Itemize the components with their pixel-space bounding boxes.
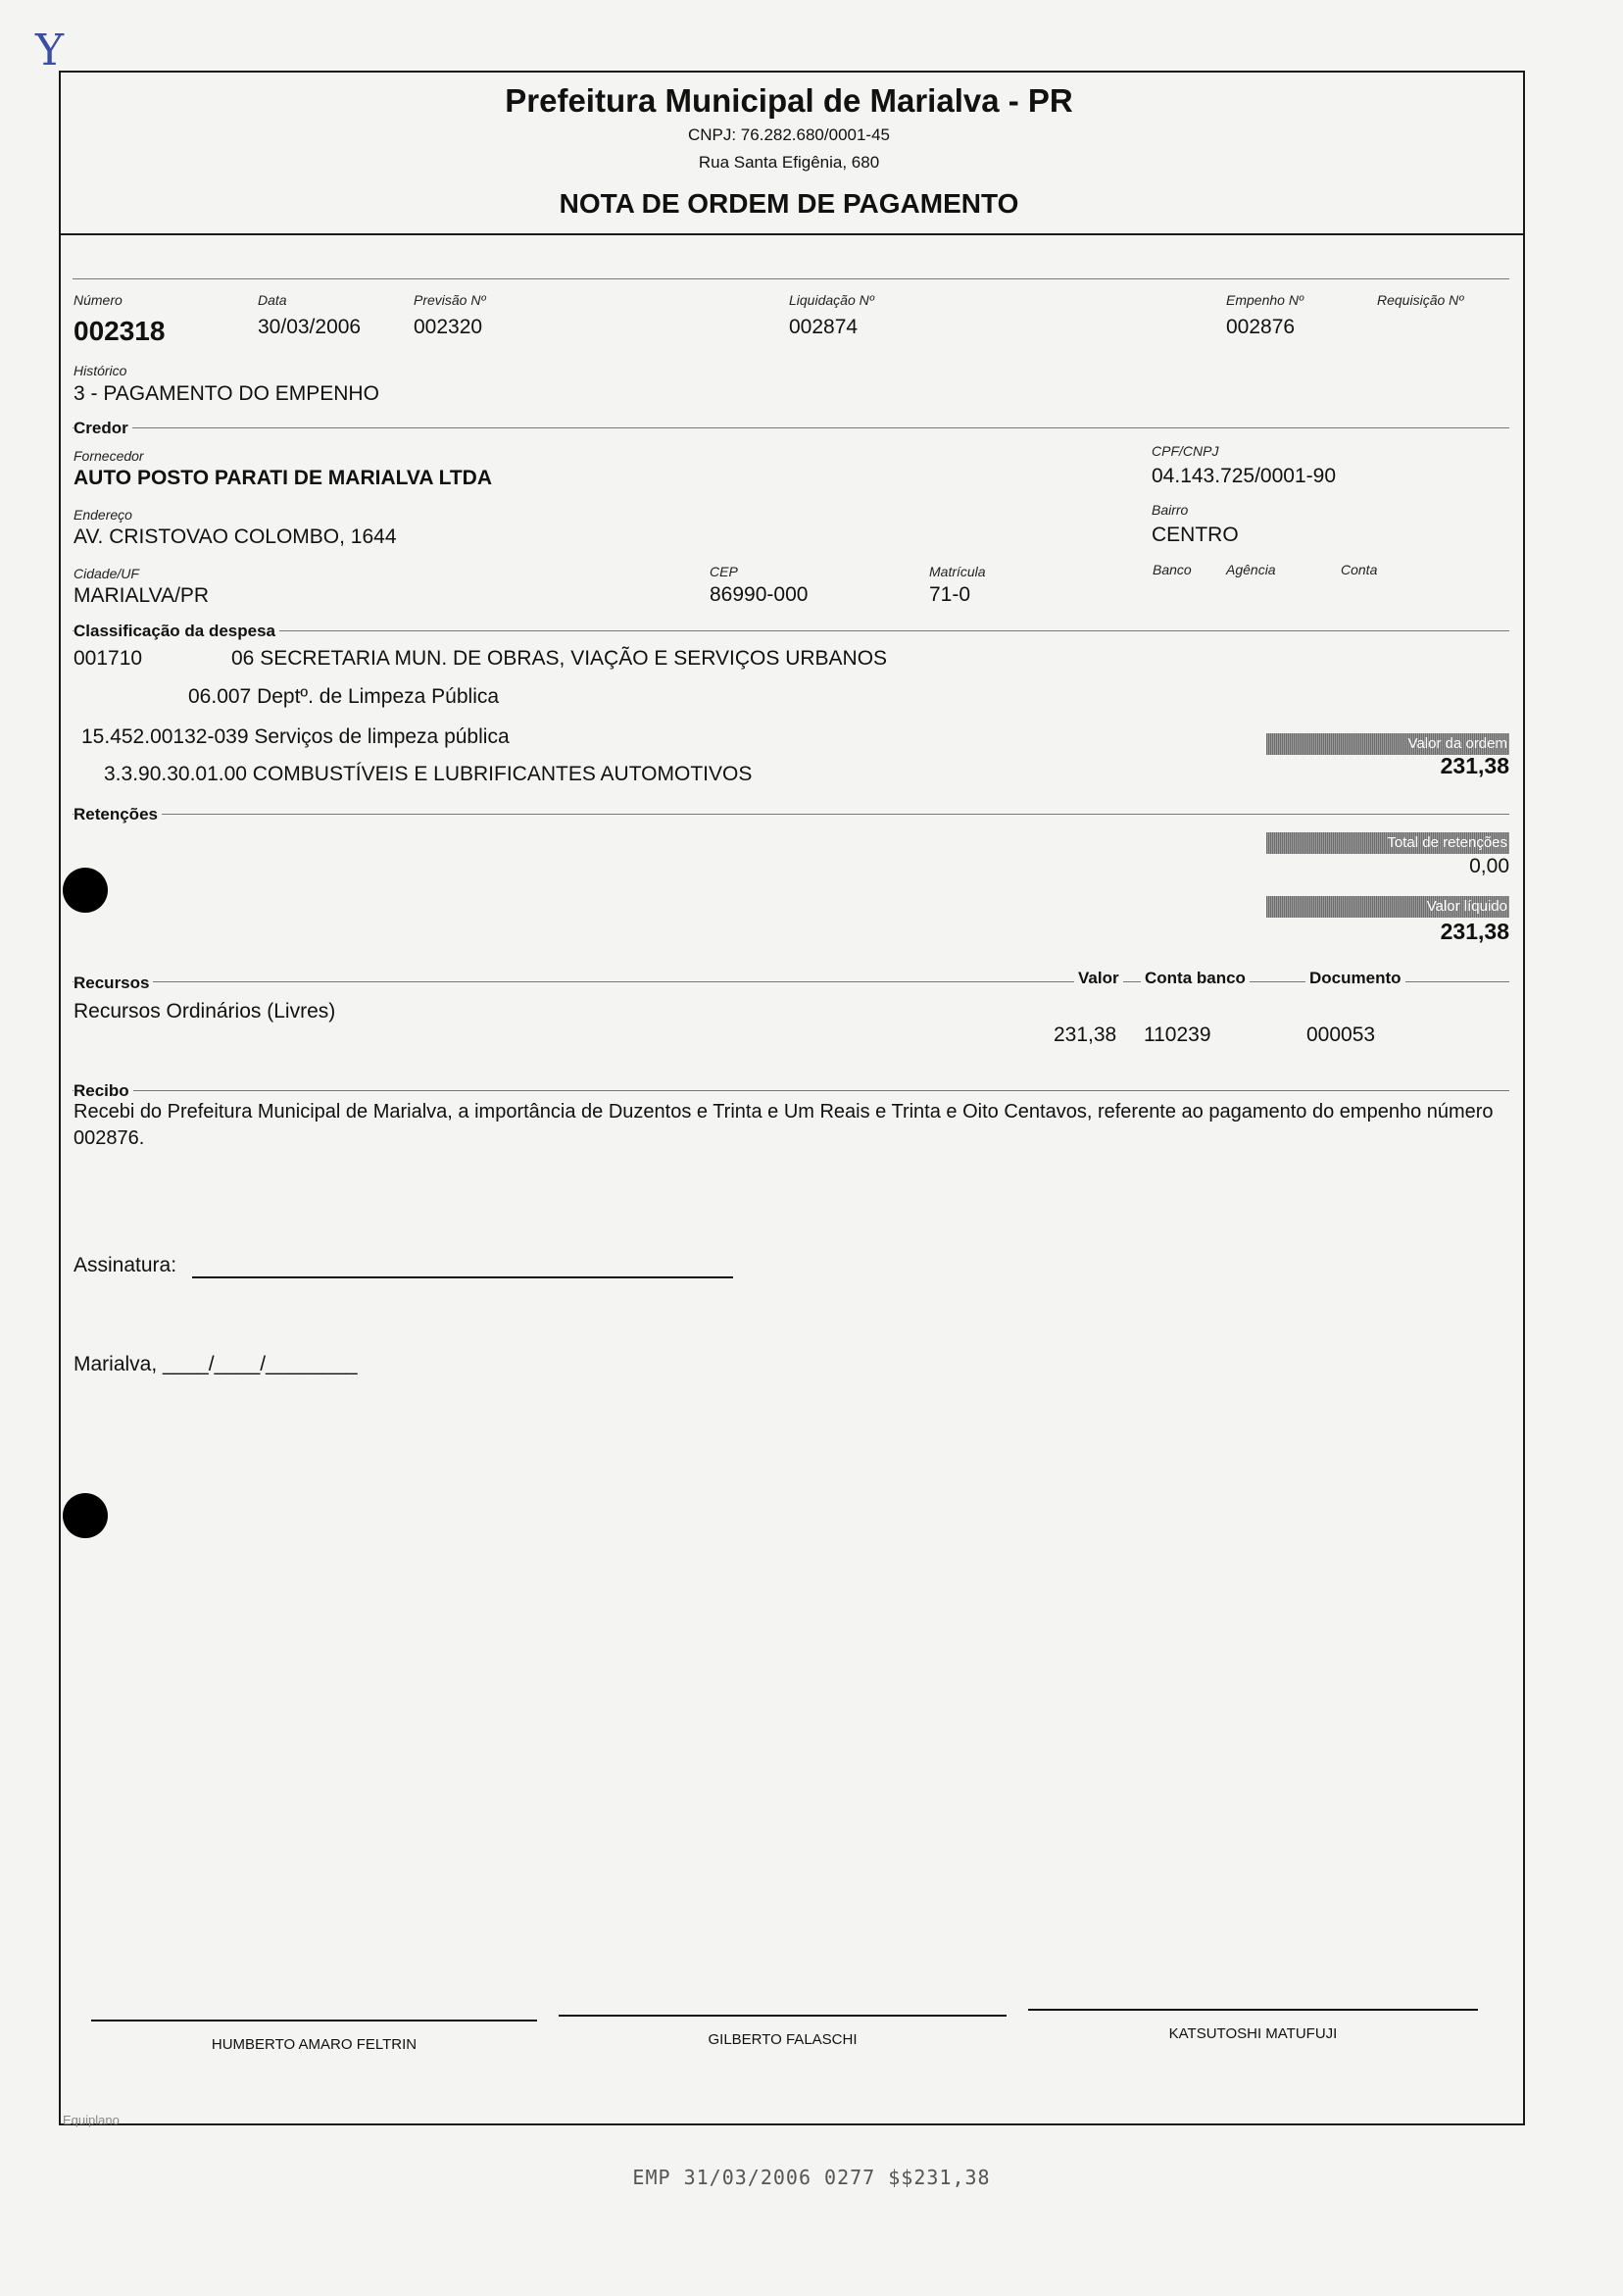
recursos-conta: 110239 <box>1144 1023 1211 1046</box>
punch-hole <box>63 1493 108 1538</box>
header-cnpj: CNPJ: 76.282.680/0001-45 <box>687 125 891 144</box>
recibo-section: Recibo <box>74 1081 133 1101</box>
recursos-descricao: Recursos Ordinários (Livres) <box>74 1000 336 1023</box>
signatory-name: HUMBERTO AMARO FELTRIN <box>211 2036 418 2053</box>
header-divider <box>59 233 1525 235</box>
valor-liquido-label: Valor líquido <box>1266 896 1509 918</box>
cidade-value: MARIALVA/PR <box>74 584 210 607</box>
classificacao-line4: 3.3.90.30.01.00 COMBUSTÍVEIS E LUBRIFICANTES AUTOMOTIVOS <box>104 763 753 785</box>
recursos-doc-header: Documento <box>1305 969 1405 988</box>
recursos-section: Recursos <box>74 973 153 993</box>
liquidacao-label: Liquidação Nº <box>789 292 874 308</box>
valor-ordem-value: 231,38 <box>1440 753 1509 778</box>
signatory-name: KATSUTOSHI MATUFUJI <box>1168 2025 1338 2042</box>
recibo-rule <box>73 1090 1509 1091</box>
classificacao-rule <box>73 630 1509 631</box>
classificacao-section: Classificação da despesa <box>74 622 279 641</box>
cidade-label: Cidade/UF <box>74 566 139 581</box>
document-frame <box>59 71 1525 2125</box>
matricula-value: 71-0 <box>929 583 971 606</box>
recibo-text: Recebi do Prefeitura Municipal de Marialva, a importância de Duzentos e Trinta e Um Reais e Trinta e Oito Centavos, referente ao pagamento do empenho número 002876. <box>74 1101 1494 1149</box>
classificacao-code: 001710 <box>74 647 143 670</box>
recursos-valor: 231,38 <box>1054 1023 1117 1046</box>
classificacao-line3: 15.452.00132-039 Serviços de limpeza pública <box>81 725 510 748</box>
historico-value: 3 - PAGAMENTO DO EMPENHO <box>74 382 379 405</box>
numero-label: Número <box>74 292 123 308</box>
recursos-rule <box>73 981 1509 982</box>
punch-hole <box>63 868 108 913</box>
cep-value: 86990-000 <box>710 583 809 606</box>
retencoes-rule <box>73 814 1509 815</box>
bank-stamp: EMP 31/03/2006 0277 $$231,38 <box>632 2166 991 2189</box>
bairro-value: CENTRO <box>1152 524 1239 546</box>
fornecedor-value: AUTO POSTO PARATI DE MARIALVA LTDA <box>74 467 492 489</box>
previsao-label: Previsão Nº <box>414 292 486 308</box>
doc-title: NOTA DE ORDEM DE PAGAMENTO <box>559 188 1019 219</box>
classificacao-line1: 06 SECRETARIA MUN. DE OBRAS, VIAÇÃO E SERVIÇOS URBANOS <box>231 647 888 670</box>
fields-top-rule <box>73 278 1509 279</box>
header-address: Rua Santa Efigênia, 680 <box>698 153 880 172</box>
signatory-name: GILBERTO FALASCHI <box>708 2031 858 2048</box>
total-retencoes-label: Total de retenções <box>1266 832 1509 854</box>
total-retencoes-value: 0,00 <box>1469 855 1509 877</box>
matricula-label: Matrícula <box>929 564 986 579</box>
recursos-conta-header: Conta banco <box>1141 969 1250 988</box>
signature-line[interactable] <box>1028 2009 1478 2011</box>
bairro-label: Bairro <box>1152 502 1189 518</box>
agencia-label: Agência <box>1226 562 1276 577</box>
endereco-label: Endereço <box>74 507 132 523</box>
footer-brand: Equiplano <box>63 2113 120 2127</box>
recursos-documento: 000053 <box>1306 1023 1376 1046</box>
data-value: 30/03/2006 <box>258 316 362 338</box>
previsao-value: 002320 <box>414 316 483 338</box>
requisicao-label: Requisição Nº <box>1377 292 1464 308</box>
conta-label: Conta <box>1341 562 1378 577</box>
credor-section: Credor <box>74 419 132 438</box>
corner-mark: Y <box>35 25 65 75</box>
numero-value: 002318 <box>74 316 166 346</box>
liquidacao-value: 002874 <box>789 316 859 338</box>
retencoes-section: Retenções <box>74 805 162 824</box>
data-label: Data <box>258 292 287 308</box>
classificacao-line2: 06.007 Deptº. de Limpeza Pública <box>188 685 500 708</box>
empenho-label: Empenho Nº <box>1226 292 1304 308</box>
assinatura-label: Assinatura: <box>74 1254 177 1276</box>
fornecedor-label: Fornecedor <box>74 448 144 464</box>
banco-label: Banco <box>1153 562 1192 577</box>
cpf-value: 04.143.725/0001-90 <box>1152 465 1337 487</box>
signature-line[interactable] <box>91 2020 537 2021</box>
cep-label: CEP <box>710 564 738 579</box>
recursos-valor-header: Valor <box>1074 969 1123 988</box>
empenho-value: 002876 <box>1226 316 1296 338</box>
local-data: Marialva, ____/____/________ <box>74 1353 358 1375</box>
cpf-label: CPF/CNPJ <box>1152 443 1219 459</box>
valor-liquido-value: 231,38 <box>1440 919 1509 944</box>
historico-label: Histórico <box>74 363 127 378</box>
signature-line[interactable] <box>559 2015 1007 2017</box>
valor-ordem-label: Valor da ordem <box>1266 733 1509 755</box>
endereco-value: AV. CRISTOVAO COLOMBO, 1644 <box>74 525 397 548</box>
credor-rule <box>73 427 1509 428</box>
header-title: Prefeitura Municipal de Marialva - PR <box>505 82 1073 119</box>
assinatura-line[interactable] <box>192 1276 733 1278</box>
